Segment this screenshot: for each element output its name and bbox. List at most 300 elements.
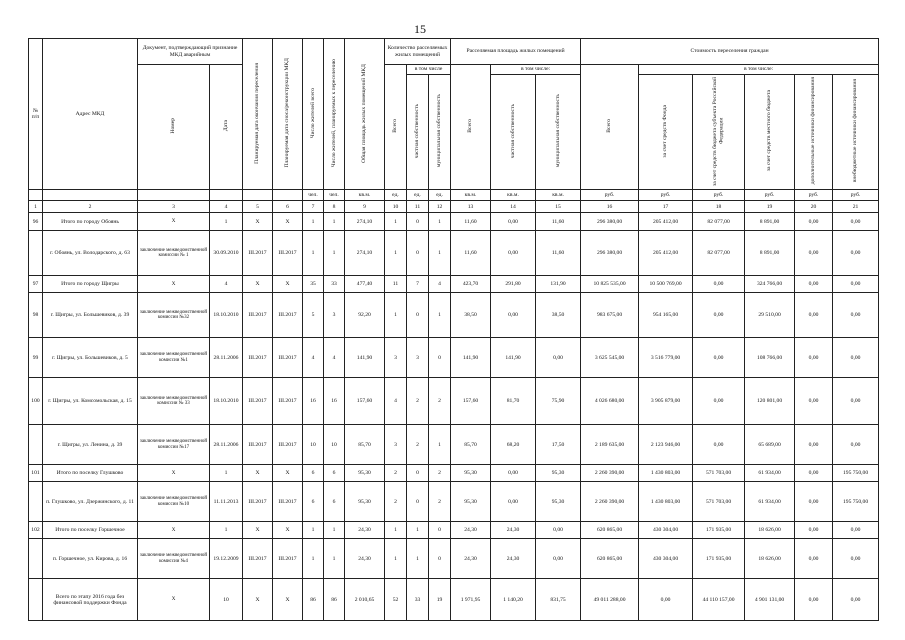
table-cell: 6	[324, 465, 345, 482]
table-cell: 49 011 288,00	[581, 579, 639, 621]
table-cell: 4	[303, 338, 324, 378]
table-cell: 33	[324, 276, 345, 293]
col-number: 9	[345, 201, 385, 213]
table-cell: 18 626,00	[745, 539, 795, 579]
table-cell: III.2017	[273, 338, 303, 378]
table-cell: 30.09.2010	[210, 231, 243, 276]
table-cell: 430 304,00	[639, 522, 693, 539]
address-cell: Итого по поселку Глушково	[43, 465, 138, 482]
table-cell: 423,70	[451, 276, 491, 293]
table-cell: 0,00	[833, 338, 879, 378]
table-cell: 274,10	[345, 231, 385, 276]
table-cell: заключение межведомственной комиссии №4	[138, 539, 210, 579]
table-cell: 1	[303, 213, 324, 231]
address-cell: г. Обоянь, ул. Володарского, д. 63	[43, 231, 138, 276]
table-cell: 120 801,00	[745, 378, 795, 425]
table-cell: X	[273, 213, 303, 231]
address-cell: Итого по поселку Горшечное	[43, 522, 138, 539]
col-number: 5	[243, 201, 273, 213]
table-cell: 0,00	[795, 465, 833, 482]
table-cell: 1 430 803,00	[639, 482, 693, 522]
table-cell: 0,00	[833, 378, 879, 425]
table-cell: 1	[303, 231, 324, 276]
table-cell: X	[243, 465, 273, 482]
table-cell: 571 703,00	[693, 465, 745, 482]
table-cell: 11,60	[536, 231, 581, 276]
table-cell: 19.12.2009	[210, 539, 243, 579]
table-cell: 0,00	[833, 293, 879, 338]
table-cell: 28.11.2006	[210, 338, 243, 378]
table-cell: 8 891,00	[745, 231, 795, 276]
table-cell: 1	[385, 293, 407, 338]
table-cell: 0,00	[536, 522, 581, 539]
table-cell: 0,00	[795, 425, 833, 465]
table-cell: 0,00	[693, 378, 745, 425]
table-cell: 2 189 635,00	[581, 425, 639, 465]
row-number-cell: 100	[29, 378, 43, 425]
table-cell: 82 077,00	[693, 213, 745, 231]
unit-cell: руб.	[795, 190, 833, 201]
table-cell: III.2017	[243, 378, 273, 425]
table-row	[29, 579, 879, 621]
table-cell: 0,00	[693, 425, 745, 465]
header-total-area: Общая площадь жилых помещений МКД	[345, 39, 385, 190]
row-number-cell: 96	[29, 213, 43, 231]
table-cell: 18.10.2010	[210, 293, 243, 338]
table-cell: 0,00	[795, 276, 833, 293]
table-cell: 0,00	[693, 338, 745, 378]
table-cell: 2	[407, 378, 429, 425]
table-cell: 24,30	[491, 522, 536, 539]
table-cell: 0,00	[639, 579, 693, 621]
table-cell: 157,60	[451, 378, 491, 425]
row-number-cell	[29, 482, 43, 522]
table-cell: 1	[210, 522, 243, 539]
column-numbers-row	[29, 201, 879, 213]
table-cell: 85,70	[451, 425, 491, 465]
table-cell: 10	[324, 425, 345, 465]
col-number: 7	[303, 201, 324, 213]
table-cell: 620 865,00	[581, 522, 639, 539]
address-cell: п. Горшечное, ул. Кирова, д. 16	[43, 539, 138, 579]
header-doc-number: Номер	[138, 65, 210, 190]
col-number: 8	[324, 201, 345, 213]
header-rooms-municipal: муниципальная собственность	[429, 75, 451, 190]
table-cell: 1	[429, 293, 451, 338]
table-cell: X	[243, 276, 273, 293]
table-cell: 86	[324, 579, 345, 621]
col-number: 3	[138, 201, 210, 213]
table-cell: 0,00	[833, 579, 879, 621]
table-cell: 1	[210, 465, 243, 482]
col-number: 12	[429, 201, 451, 213]
table-cell: 5	[303, 293, 324, 338]
table-cell: 61 934,00	[745, 482, 795, 522]
table-row	[29, 293, 879, 338]
table-cell: 430 304,00	[639, 539, 693, 579]
header-rooms-group: Количество расселяемых жилых помещений	[385, 39, 451, 65]
table-cell: 1	[324, 522, 345, 539]
table-row	[29, 231, 879, 276]
address-cell: г. Щигры, ул. Большевиков, д. 5	[43, 338, 138, 378]
table-cell: 195 750,00	[833, 465, 879, 482]
table-cell: 11,60	[451, 231, 491, 276]
table-cell: X	[243, 522, 273, 539]
unit-cell: ед.	[385, 190, 407, 201]
header-rooms-incl: в том числе	[407, 65, 451, 75]
table-cell: 16	[324, 378, 345, 425]
table-cell: 0,00	[795, 338, 833, 378]
row-number-cell	[29, 579, 43, 621]
table-cell: 1 971,95	[451, 579, 491, 621]
table-cell: 3 516 779,00	[639, 338, 693, 378]
table-cell: 157,60	[345, 378, 385, 425]
row-number-cell: 102	[29, 522, 43, 539]
table-cell: III.2017	[273, 231, 303, 276]
table-cell: 4	[429, 276, 451, 293]
table-cell: 1	[303, 522, 324, 539]
unit-cell: чел.	[303, 190, 324, 201]
table-cell: III.2017	[273, 482, 303, 522]
table-cell: 10	[303, 425, 324, 465]
table-cell: 18 626,00	[745, 522, 795, 539]
header-rooms-total: Всего	[385, 65, 407, 190]
row-number-cell: 97	[29, 276, 43, 293]
table-cell: 1 140,20	[491, 579, 536, 621]
table-cell: 2 260 390,00	[581, 465, 639, 482]
col-number: 17	[639, 201, 693, 213]
table-cell: 0,00	[795, 539, 833, 579]
header-cost-regional: за счет средств бюджета субъекта Российской Федерации	[693, 75, 745, 190]
table-cell: X	[138, 276, 210, 293]
table-cell: 620 865,00	[581, 539, 639, 579]
table-cell: III.2017	[243, 482, 273, 522]
table-cell: 3	[324, 293, 345, 338]
header-document-group: Документ, подтверждающий признание МКД аварийным	[138, 39, 243, 65]
table-cell: 983 675,00	[581, 293, 639, 338]
table-cell: 75,90	[536, 378, 581, 425]
table-cell: 2	[429, 378, 451, 425]
table-cell: 1	[385, 231, 407, 276]
table-cell: 3 905 879,00	[639, 378, 693, 425]
table-cell: 81,70	[491, 378, 536, 425]
table-cell: 0	[429, 338, 451, 378]
table-cell: 108 766,00	[745, 338, 795, 378]
table-cell: 0,00	[693, 276, 745, 293]
header-cost-local: за счет средств местного бюджета	[745, 75, 795, 190]
col-number: 4	[210, 201, 243, 213]
table-cell: 0,00	[536, 539, 581, 579]
col-number: 11	[407, 201, 429, 213]
table-cell: 195 750,00	[833, 482, 879, 522]
table-cell: заключение межведомственной комиссии № 1	[138, 231, 210, 276]
header-cost-non-budget: внебюджетные источники финансирования	[833, 75, 879, 190]
col-number: 6	[273, 201, 303, 213]
table-cell: 0	[407, 482, 429, 522]
table-cell: 205 412,00	[639, 213, 693, 231]
col-number: 21	[833, 201, 879, 213]
table-cell: 4	[210, 276, 243, 293]
header-area-group: Расселяемая площадь жилых помещений	[451, 39, 581, 65]
table-cell: 24,30	[451, 539, 491, 579]
header-area-incl: в том числе:	[491, 65, 581, 75]
table-cell: 1	[429, 425, 451, 465]
row-number-cell	[29, 231, 43, 276]
header-cost-additional: дополнительные источники финансирования	[795, 75, 833, 190]
row-number-cell: 101	[29, 465, 43, 482]
table-cell: 0,00	[833, 522, 879, 539]
header-area-private: частная собственность	[491, 75, 536, 190]
table-row	[29, 425, 879, 465]
col-number: 19	[745, 201, 795, 213]
table-cell: 0,00	[833, 539, 879, 579]
table-cell: 1	[385, 539, 407, 579]
table-cell: X	[138, 522, 210, 539]
table-cell: 6	[324, 482, 345, 522]
header-area-municipal: муниципальная собственность	[536, 75, 581, 190]
table-cell: 3	[385, 425, 407, 465]
table-cell: 68,20	[491, 425, 536, 465]
table-cell: 19	[429, 579, 451, 621]
table-cell: 1	[303, 539, 324, 579]
table-cell: 95,30	[536, 465, 581, 482]
table-cell: 35	[303, 276, 324, 293]
table-cell: 2	[429, 465, 451, 482]
table-row	[29, 276, 879, 293]
table-cell: 0,00	[491, 213, 536, 231]
table-cell: 6	[303, 465, 324, 482]
table-cell: 291,80	[491, 276, 536, 293]
table-body	[29, 213, 879, 621]
table-cell: III.2017	[273, 425, 303, 465]
table-cell: 10 500 769,00	[639, 276, 693, 293]
header-cost-incl: в том числе:	[639, 65, 879, 75]
table-cell: 141,90	[491, 338, 536, 378]
table-cell: 11,60	[451, 213, 491, 231]
col-number: 16	[581, 201, 639, 213]
table-cell: 24,30	[491, 539, 536, 579]
page-number: 15	[414, 22, 426, 36]
table-cell: 38,50	[536, 293, 581, 338]
table-cell: 1	[385, 213, 407, 231]
table-row	[29, 378, 879, 425]
table-cell: 0,00	[833, 276, 879, 293]
table-cell: 3	[407, 338, 429, 378]
row-number-cell: 98	[29, 293, 43, 338]
row-number-cell: 99	[29, 338, 43, 378]
table-cell: 296 380,00	[581, 213, 639, 231]
table-cell: 10 825 535,00	[581, 276, 639, 293]
table-cell: 0	[429, 522, 451, 539]
table-cell: 0,00	[795, 231, 833, 276]
table-cell: 29 510,00	[745, 293, 795, 338]
table-cell: 1 430 803,00	[639, 465, 693, 482]
table-cell: 0,00	[491, 482, 536, 522]
table-cell: 205 412,00	[639, 231, 693, 276]
table-cell: 3 625 545,00	[581, 338, 639, 378]
col-number: 14	[491, 201, 536, 213]
unit-cell: кв.м.	[345, 190, 385, 201]
table-cell: III.2017	[243, 539, 273, 579]
table-cell: X	[273, 579, 303, 621]
table-cell: 296 380,00	[581, 231, 639, 276]
address-cell: г. Щигры, ул. Комсомольская, д. 15	[43, 378, 138, 425]
unit-cell: чел.	[324, 190, 345, 201]
table-cell: 10	[210, 579, 243, 621]
table-cell: 4 026 680,00	[581, 378, 639, 425]
table-cell: 324 766,00	[745, 276, 795, 293]
header-area-total: Всего	[451, 65, 491, 190]
table-cell: 4	[385, 378, 407, 425]
table-cell: заключение межведомственной комиссии №17	[138, 425, 210, 465]
col-number: 2	[43, 201, 138, 213]
table-cell: X	[243, 213, 273, 231]
col-number: 1	[29, 201, 43, 213]
unit-cell: ед.	[429, 190, 451, 201]
table-cell: 1	[324, 539, 345, 579]
table-row	[29, 482, 879, 522]
header-cost-group: Стоимость переселения граждан	[581, 39, 879, 65]
table-cell: 11.11.2013	[210, 482, 243, 522]
table-cell: заключение межведомственной комиссии № 33	[138, 378, 210, 425]
table-cell: X	[138, 579, 210, 621]
unit-cell: ед.	[407, 190, 429, 201]
address-cell: Итого по городу Щигры	[43, 276, 138, 293]
address-cell: Всего по этапу 2016 года без финансовой поддержки Фонда	[43, 579, 138, 621]
table-cell: 171 935,00	[693, 539, 745, 579]
table-cell: X	[138, 465, 210, 482]
table-cell: 141,90	[451, 338, 491, 378]
table-cell: 1	[407, 522, 429, 539]
table-cell: III.2017	[273, 293, 303, 338]
table-cell: 831,75	[536, 579, 581, 621]
table-cell: 477,40	[345, 276, 385, 293]
table-cell: III.2017	[243, 338, 273, 378]
table-cell: 0,00	[795, 293, 833, 338]
table-cell: 1	[210, 213, 243, 231]
table-cell: 0,00	[795, 378, 833, 425]
table-cell: 17,50	[536, 425, 581, 465]
table-cell: 86	[303, 579, 324, 621]
table-cell: 954 165,00	[639, 293, 693, 338]
table-cell: 2 010,65	[345, 579, 385, 621]
table-cell: 1	[429, 213, 451, 231]
table-cell: заключение межведомственной комиссии №32	[138, 293, 210, 338]
table-cell: 6	[303, 482, 324, 522]
unit-cell: кв.м.	[491, 190, 536, 201]
table-cell: 1	[385, 522, 407, 539]
table-cell: 95,30	[536, 482, 581, 522]
table-cell: X	[273, 276, 303, 293]
table-cell: 274,10	[345, 213, 385, 231]
table-cell: 95,30	[345, 465, 385, 482]
col-number: 18	[693, 201, 745, 213]
table-cell: 1	[324, 213, 345, 231]
table-cell: 1	[407, 539, 429, 579]
table-row	[29, 213, 879, 231]
col-number: 20	[795, 201, 833, 213]
row-number-cell	[29, 539, 43, 579]
table-cell: 28.11.2006	[210, 425, 243, 465]
table-cell: 0,00	[795, 522, 833, 539]
table-cell: 61 934,00	[745, 465, 795, 482]
header-residents-planned: Число жителей, планируемых к переселению	[324, 39, 345, 190]
table-cell: 24,30	[345, 522, 385, 539]
table-cell: заключение межведомственной комиссии №1	[138, 338, 210, 378]
table-cell: 11	[385, 276, 407, 293]
table-cell: 0,00	[795, 579, 833, 621]
table-cell: 11,60	[536, 213, 581, 231]
table-cell: 0,00	[491, 465, 536, 482]
table-cell: X	[138, 213, 210, 231]
table-cell: X	[273, 522, 303, 539]
table-row	[29, 465, 879, 482]
table-cell: 2 260 390,00	[581, 482, 639, 522]
table-cell: X	[243, 579, 273, 621]
table-row	[29, 522, 879, 539]
table-cell: 0,00	[833, 425, 879, 465]
table-cell: 2	[429, 482, 451, 522]
table-cell: III.2017	[243, 293, 273, 338]
table-cell: 16	[303, 378, 324, 425]
table-row	[29, 539, 879, 579]
header-cost-total: Всего	[581, 65, 639, 190]
table-cell: 24,30	[451, 522, 491, 539]
table-cell: 8 891,00	[745, 213, 795, 231]
table-cell: 0,00	[833, 231, 879, 276]
table-cell: 0	[407, 213, 429, 231]
unit-cell: руб.	[581, 190, 639, 201]
table-cell: 92,20	[345, 293, 385, 338]
table-cell: 0,00	[795, 482, 833, 522]
table-cell: 2	[385, 465, 407, 482]
table-cell: III.2017	[273, 539, 303, 579]
unit-cell: руб.	[693, 190, 745, 201]
table-cell: 44 110 157,00	[693, 579, 745, 621]
header-num: № п/п	[29, 39, 43, 190]
table-cell: 7	[407, 276, 429, 293]
table-cell: 95,30	[345, 482, 385, 522]
row-number-cell	[29, 425, 43, 465]
units-row	[29, 190, 879, 201]
table-cell: 0,00	[491, 293, 536, 338]
header-residents-total: Число жителей всего	[303, 39, 324, 190]
table-cell: 52	[385, 579, 407, 621]
table-cell: 4	[324, 338, 345, 378]
relocation-table	[28, 38, 879, 621]
col-number: 15	[536, 201, 581, 213]
table-cell: 24,30	[345, 539, 385, 579]
table-cell: 0	[407, 293, 429, 338]
address-cell: Итого по городу Обоянь	[43, 213, 138, 231]
table-cell: 0	[407, 465, 429, 482]
table-cell: 95,30	[451, 482, 491, 522]
header-cost-fund: за счет средств Фонда	[639, 75, 693, 190]
table-row	[29, 338, 879, 378]
table-cell: 0	[429, 539, 451, 579]
header-address: Адрес МКД	[43, 39, 138, 190]
table-cell: 2 123 946,00	[639, 425, 693, 465]
col-number: 10	[385, 201, 407, 213]
address-cell: г. Щигры, ул. Большевиков, д. 39	[43, 293, 138, 338]
unit-cell: кв.м.	[451, 190, 491, 201]
table-cell: 38,50	[451, 293, 491, 338]
table-cell: III.2017	[243, 231, 273, 276]
header-rooms-private: частная собственность	[407, 75, 429, 190]
table-cell: 571 703,00	[693, 482, 745, 522]
table-cell: 2	[385, 482, 407, 522]
table-cell: 0,00	[491, 231, 536, 276]
